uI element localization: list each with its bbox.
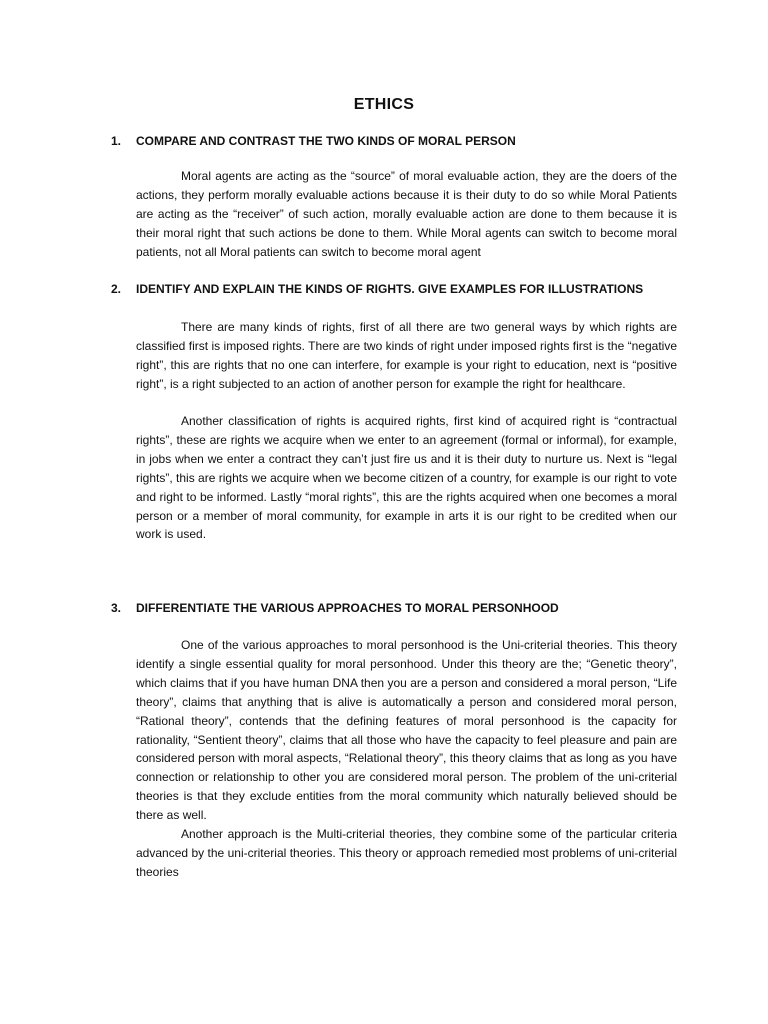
document-title: ETHICS: [353, 96, 415, 113]
section-3-heading: [111, 600, 671, 616]
section-1-heading: [111, 133, 671, 149]
section-3-paragraph-2: Another approach is the Multi-criterial theories, they combine some of the particular criteria advanced by the uni-criterial theories. This theory or approach remedied most problems of uni-criterial theories: [136, 827, 677, 879]
section-3-paragraph-1: One of the various approaches to moral personhood is the Uni-criterial theories. This theory identify a single essential quality for moral personhood. Under this theory are the; “Genetic theory”, which claims that if you have human DNA then you are a person and considered a moral person, “Life theory”, claims that anything that is alive is automatically a person and considered moral person, “Rational theory”, contends that the defining features of moral personhood is the capacity for rationality, “Sentient theory”, claims that all those who have the capacity to feel pleasure and pain are considered person with moral aspects, “Relational theory”, this theory claims that as long as you have connection or relationship to other you are considered moral person. The problem of the uni-criterial theories is that they exclude entities from the moral community which naturally believed should be there as well.: [136, 638, 677, 823]
section-3-number: 3.: [111, 601, 122, 615]
section-2-paragraph-1: There are many kinds of rights, first of all there are two general ways by which rights are classified first is imposed rights. There are two kinds of right under imposed rights first is the “negative right”, this are rights that no one can interfere, for example is your right to education, next is “positive right”, is a right subjected to an action of another person for example the right for healthcare.: [136, 320, 677, 391]
section-2-heading-text: IDENTIFY AND EXPLAIN THE KINDS OF RIGHTS. GIVE EXAMPLES FOR ILLUSTRATIONS: [136, 282, 644, 296]
section-2-paragraph-2: Another classification of rights is acquired rights, first kind of acquired right is “contractual rights”, these are rights we acquire when we enter to an agreement (formal or informal), for example, in jobs when we enter a contract they can’t just fire us and it is their duty to nurture us. Next is “legal rights”, this are rights we acquire when we become citizen of a country, for example is our right to vote and right to be informed. Lastly “moral rights”, this are the rights acquired when one becomes a moral person or a member of moral community, for example in arts it is our right to be credited when our work is used.: [136, 414, 677, 542]
section-1-heading-text: COMPARE AND CONTRAST THE TWO KINDS OF MORAL PERSON: [136, 134, 516, 148]
section-3-heading-text: DIFFERENTIATE THE VARIOUS APPROACHES TO MORAL PERSONHOOD: [136, 601, 559, 615]
section-2-number: 2.: [111, 282, 122, 296]
section-1-paragraph-1: Moral agents are acting as the “source” of moral evaluable action, they are the doers of the actions, they perform morally evaluable actions because it is their duty to do so while Moral Patients are acting as the “receiver” of such action, morally evaluable action are done to them because it is their moral right that such actions be done to them. While Moral agents can switch to become moral patients, not all Moral patients can switch to become moral agent: [136, 169, 677, 259]
section-2-heading: [111, 281, 671, 297]
section-1-number: 1.: [111, 134, 122, 148]
